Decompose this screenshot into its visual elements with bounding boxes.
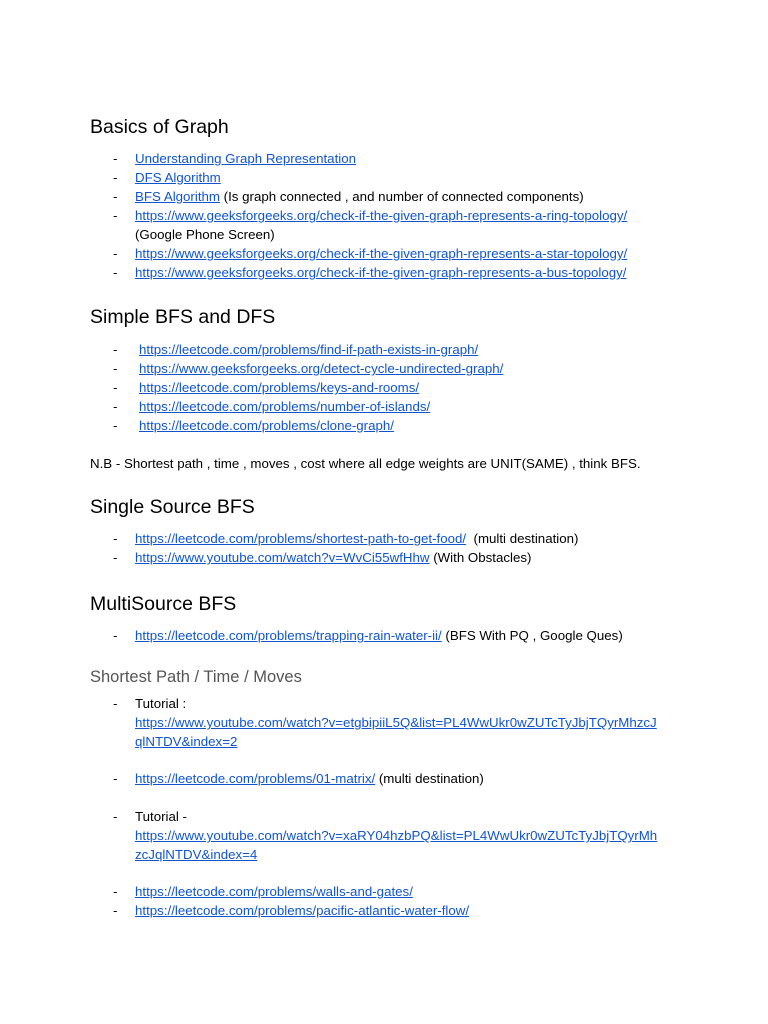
heading-simple-bfs-dfs: Simple BFS and DFS xyxy=(90,306,276,328)
list-bullet: - xyxy=(113,380,118,395)
list-item-text: (multi destination) xyxy=(375,771,484,786)
link-number-of-islands[interactable]: https://leetcode.com/problems/number-of-islands/ xyxy=(139,399,431,414)
link-youtube-tutorial-2[interactable]: https://www.youtube.com/watch?v=xaRY04hzbPQ&list=PL4WwUkr0wZUTcTyJbjTQyrMh xyxy=(135,828,658,843)
list-item xyxy=(135,903,469,919)
list-bullet: - xyxy=(113,189,118,204)
list-bullet: - xyxy=(113,342,118,357)
list-item xyxy=(135,884,413,900)
heading-basics-of-graph: Basics of Graph xyxy=(90,116,229,138)
link-youtube-obstacles[interactable]: https://www.youtube.com/watch?v=WvCi55wfHhw xyxy=(135,550,430,565)
list-item-text: (Is graph connected , and number of connected components) xyxy=(219,189,584,204)
link-01-matrix[interactable]: https://leetcode.com/problems/01-matrix/ xyxy=(135,771,376,786)
list-item xyxy=(139,342,478,358)
list-item-text: (multi destination) xyxy=(466,531,579,546)
list-item xyxy=(135,550,531,566)
list-bullet: - xyxy=(113,903,118,918)
heading-single-source-bfs: Single Source BFS xyxy=(90,496,255,518)
link-walls-and-gates[interactable]: https://leetcode.com/problems/walls-and-gates/ xyxy=(135,884,413,899)
list-bullet: - xyxy=(113,628,118,643)
list-item xyxy=(135,771,484,787)
link-trapping-rain-water-ii[interactable]: https://leetcode.com/problems/trapping-rain-water-ii/ xyxy=(135,628,442,643)
link-keys-and-rooms[interactable]: https://leetcode.com/problems/keys-and-rooms/ xyxy=(139,380,420,395)
list-item-text: (With Obstacles) xyxy=(429,550,532,565)
link-pacific-atlantic-water-flow[interactable]: https://leetcode.com/problems/pacific-atlantic-water-flow/ xyxy=(135,903,470,918)
list-bullet: - xyxy=(113,151,118,166)
list-item-text: Tutorial : xyxy=(135,696,187,711)
link-understanding-graph-representation[interactable]: Understanding Graph Representation xyxy=(135,151,357,166)
link-find-if-path-exists[interactable]: https://leetcode.com/problems/find-if-path-exists-in-graph/ xyxy=(139,342,479,357)
list-item-text: Tutorial - xyxy=(135,809,187,824)
list-bullet: - xyxy=(113,418,118,433)
list-bullet: - xyxy=(113,170,118,185)
list-bullet: - xyxy=(113,265,118,280)
list-item xyxy=(135,628,623,644)
link-detect-cycle-undirected[interactable]: https://www.geeksforgeeks.org/detect-cycle-undirected-graph/ xyxy=(139,361,504,376)
list-bullet: - xyxy=(113,531,118,546)
list-item xyxy=(135,208,627,224)
note-paragraph: N.B - Shortest path , time , moves , cost where all edge weights are UNIT(SAME) , think BFS. xyxy=(90,456,641,471)
heading-shortest-path-time-moves: Shortest Path / Time / Moves xyxy=(90,668,302,686)
list-bullet: - xyxy=(113,208,118,223)
link-ring-topology[interactable]: https://www.geeksforgeeks.org/check-if-the-given-graph-represents-a-ring-topology/ xyxy=(135,208,628,223)
list-item xyxy=(135,715,657,731)
list-bullet: - xyxy=(113,771,118,786)
list-bullet: - xyxy=(113,809,118,824)
link-youtube-tutorial-1-cont[interactable]: qlNTDV&index=2 xyxy=(135,734,238,749)
list-bullet: - xyxy=(113,884,118,899)
list-bullet: - xyxy=(113,550,118,565)
list-item xyxy=(139,361,503,377)
list-item-note: (Google Phone Screen) xyxy=(135,227,275,242)
list-item xyxy=(139,418,394,434)
list-item xyxy=(139,380,419,396)
list-bullet: - xyxy=(113,399,118,414)
link-youtube-tutorial-1[interactable]: https://www.youtube.com/watch?v=etgbipiiL5Q&list=PL4WwUkr0wZUTcTyJbjTQyrMhzcJ xyxy=(135,715,657,730)
link-star-topology[interactable]: https://www.geeksforgeeks.org/check-if-the-given-graph-represents-a-star-topology/ xyxy=(135,246,628,261)
list-item xyxy=(135,151,356,167)
list-item xyxy=(135,170,221,186)
list-item xyxy=(139,399,430,415)
list-item xyxy=(135,189,584,205)
list-item xyxy=(135,246,627,262)
list-item xyxy=(135,531,578,547)
heading-multisource-bfs: MultiSource BFS xyxy=(90,593,237,615)
link-clone-graph[interactable]: https://leetcode.com/problems/clone-graph/ xyxy=(139,418,394,433)
link-bus-topology[interactable]: https://www.geeksforgeeks.org/check-if-the-given-graph-represents-a-bus-topology/ xyxy=(135,265,627,280)
list-bullet: - xyxy=(113,361,118,376)
list-bullet: - xyxy=(113,696,118,711)
link-shortest-path-to-get-food[interactable]: https://leetcode.com/problems/shortest-path-to-get-food/ xyxy=(135,531,467,546)
list-bullet: - xyxy=(113,246,118,261)
link-dfs-algorithm[interactable]: DFS Algorithm xyxy=(135,170,221,185)
list-item xyxy=(135,847,257,863)
list-item-text: (BFS With PQ , Google Ques) xyxy=(441,628,623,643)
link-bfs-algorithm[interactable]: BFS Algorithm xyxy=(135,189,220,204)
link-youtube-tutorial-2-cont[interactable]: zcJqlNTDV&index=4 xyxy=(135,847,258,862)
list-item xyxy=(135,734,237,750)
list-item xyxy=(135,265,626,281)
list-item xyxy=(135,828,657,844)
